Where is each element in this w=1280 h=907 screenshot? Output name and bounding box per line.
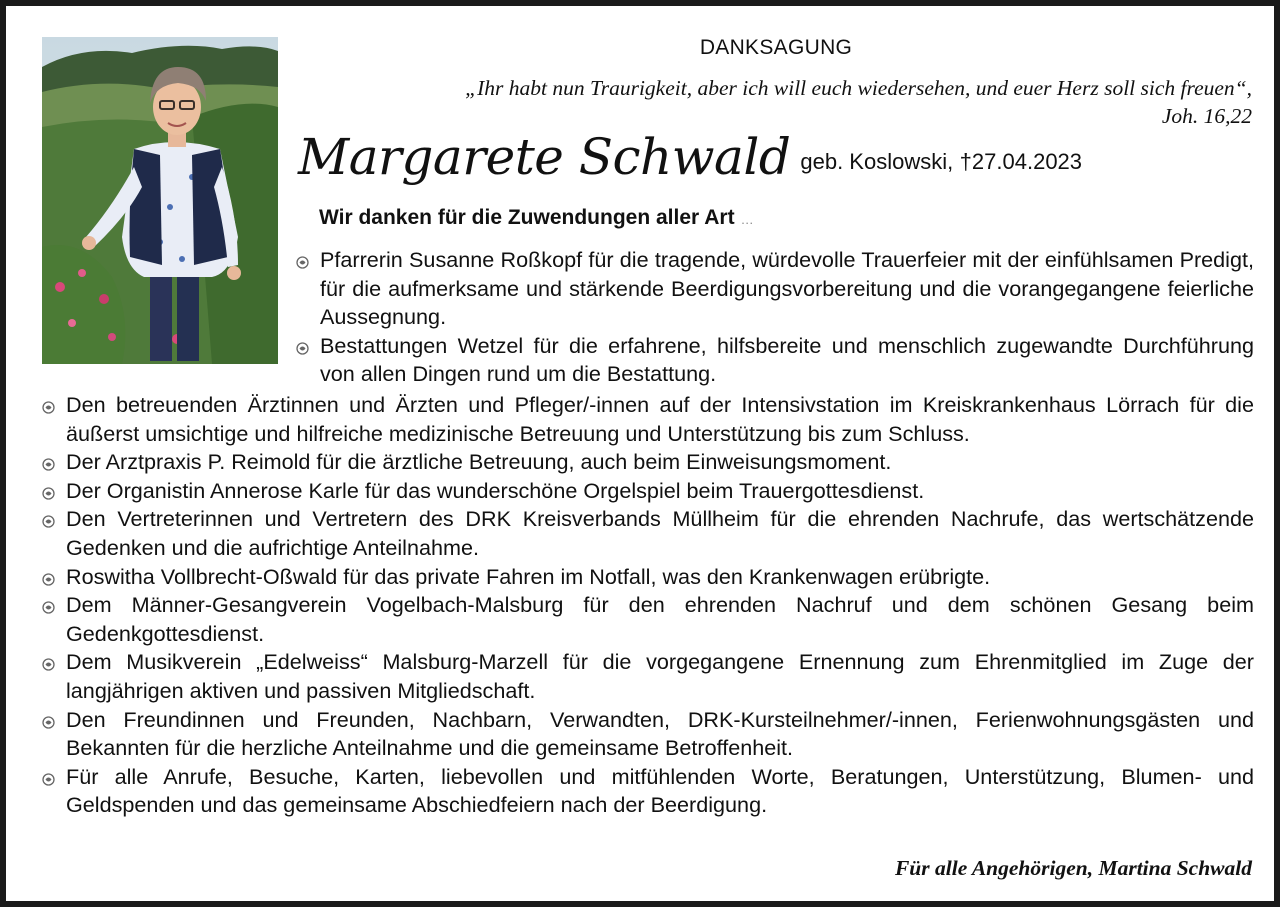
list-item-text: Pfarrerin Susanne Roßkopf für die tragende, würdevolle Trauerfeier mit der einfühlsamen Predigt, für die aufmerksame und stärkende Beerdigungsvorbereitung und die vorangegangene feierliche Aussegnung. xyxy=(320,247,1254,330)
rose-icon xyxy=(42,601,55,614)
birth-name: geb. Koslowski, xyxy=(800,149,954,174)
list-item xyxy=(294,332,1254,389)
rose-icon xyxy=(42,716,55,729)
thanks-list-bottom xyxy=(40,391,1254,820)
list-item-text: Den betreuenden Ärztinnen und Ärzten und Pfleger/-innen auf der Intensivstation im Kreiskrankenhaus Lörrach für die äußerst umsichtige und hilfreiche medizinische Betreuung und Unterstützung bis zum Schluss. xyxy=(66,392,1254,446)
rose-icon xyxy=(296,256,309,269)
rose-icon xyxy=(296,342,309,355)
list-item xyxy=(40,648,1254,705)
signature: Für alle Angehörigen, Martina Schwald xyxy=(894,856,1252,880)
list-item xyxy=(40,448,1254,477)
thanks-title xyxy=(319,206,755,230)
list-item-text: Den Freundinnen und Freunden, Nachbarn, Verwandten, DRK-Kursteilnehmer/-innen, Ferienwohnungsgästen und Bekannten für die herzliche Anteilnahme und die gemeinsame Betroffenheit. xyxy=(66,706,1254,761)
bible-quote xyxy=(296,74,1252,130)
list-item xyxy=(40,505,1254,562)
thanks-list-top xyxy=(294,246,1254,389)
list-item xyxy=(40,706,1254,763)
list-item-text: Bestattungen Wetzel für die erfahrene, hilfsbereite und menschlich zugewandte Durchführung von allen Dingen rund um die Bestattung. xyxy=(320,332,1254,387)
rose-icon xyxy=(42,401,55,414)
rose-icon xyxy=(42,515,55,528)
death-date: 27.04.2023 xyxy=(971,149,1083,174)
deceased-line xyxy=(298,128,1258,186)
list-item xyxy=(40,391,1254,448)
list-item-text: Der Arztpraxis P. Reimold für die ärztliche Betreuung, auch beim Einweisungsmoment. xyxy=(66,449,892,475)
list-item-text: Der Organistin Annerose Karle für das wunderschöne Orgelspiel beim Trauergottesdienst. xyxy=(66,477,925,503)
quote-reference: Joh. 16,22 xyxy=(1161,104,1252,128)
list-item xyxy=(40,477,1254,506)
quote-text: „Ihr habt nun Traurigkeit, aber ich will euch wiedersehen, und euer Herz soll sich freuen“, xyxy=(465,76,1252,100)
portrait-illustration xyxy=(42,37,278,364)
list-item xyxy=(40,591,1254,648)
rose-icon xyxy=(42,573,55,586)
list-item-text: Für alle Anrufe, Besuche, Karten, liebevollen und mitfühlenden Worte, Beratungen, Unterstützung, Blumen- und Geldspenden und das gemeinsame Abschiedfeiern nach der Beerdigung. xyxy=(66,763,1254,818)
list-item-text: Den Vertreterinnen und Vertretern des DRK Kreisverbands Müllheim für die ehrenden Nachrufe, das wertschätzende Gedenken und die aufrichtige Anteilnahme. xyxy=(66,506,1254,560)
list-item xyxy=(294,246,1254,332)
list-item xyxy=(40,563,1254,592)
list-item-text: Dem Musikverein „Edelweiss“ Malsburg-Marzell für die vorgegangene Ernennung zum Ehrenmitglied im Zuge der langjährigen aktiven und passiven Mitgliedschaft. xyxy=(66,649,1254,703)
portrait-photo xyxy=(42,37,278,364)
rose-icon xyxy=(42,658,55,671)
list-item xyxy=(40,763,1254,820)
list-item-text: Dem Männer-Gesangverein Vogelbach-Malsburg für den ehrenden Nachruf und dem schönen Gesang beim Gedenkgottesdienst. xyxy=(66,592,1254,646)
list-item-text: Roswitha Vollbrecht-Oßwald für das private Fahren im Notfall, was den Krankenwagen erübrigte. xyxy=(66,563,991,589)
rose-icon xyxy=(42,458,55,471)
notice-heading: DANKSAGUNG xyxy=(699,36,853,59)
thanks-dots: … xyxy=(740,212,755,227)
rose-icon xyxy=(42,487,55,500)
thanks-title-text: Wir danken für die Zuwendungen aller Art xyxy=(319,206,735,229)
deceased-name: Margarete Schwald xyxy=(298,128,791,186)
cross-symbol: † xyxy=(959,149,972,174)
rose-icon xyxy=(42,773,55,786)
